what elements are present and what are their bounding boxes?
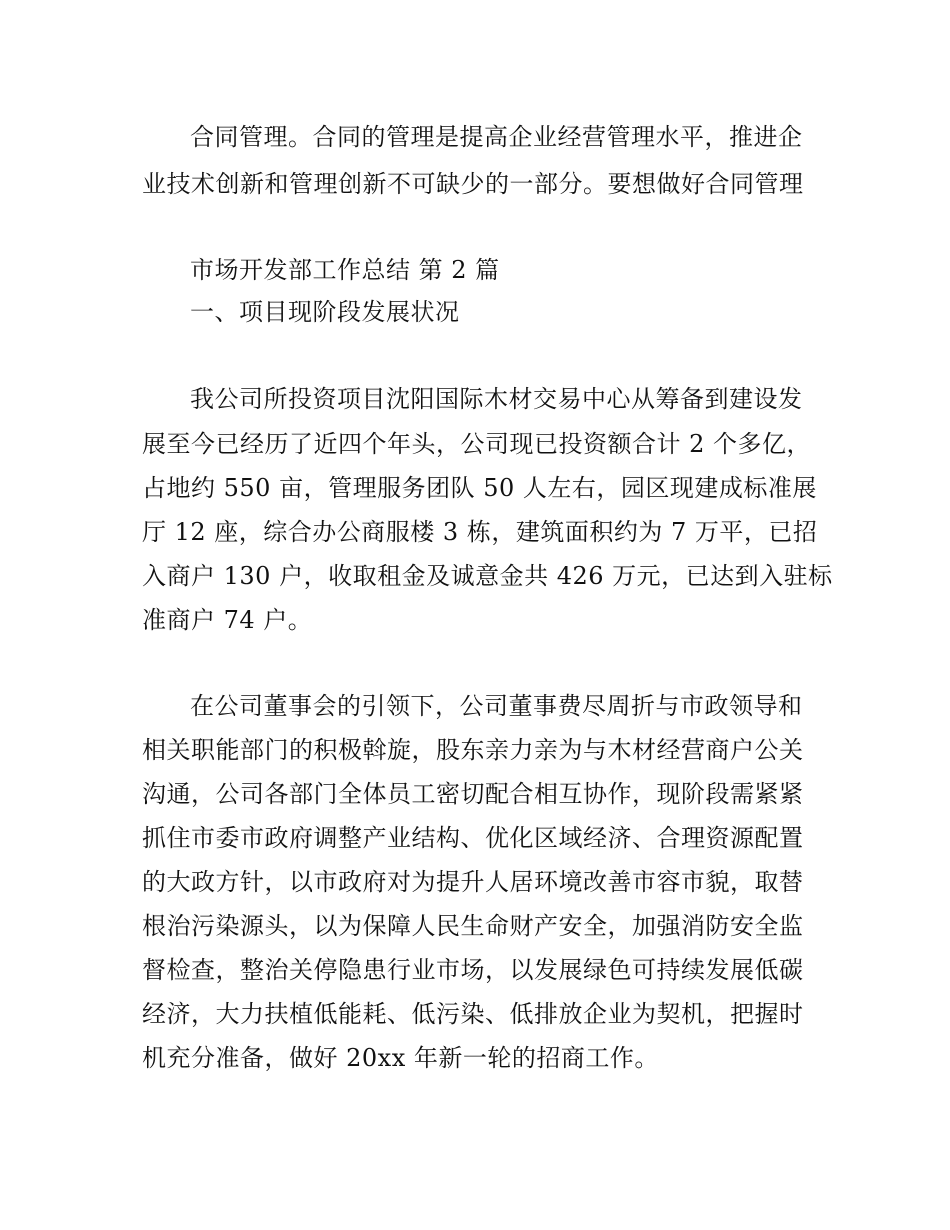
paragraph-2-line-2: 展至今已经历了近四个年头，公司现已投资额合计 2 个多亿， <box>142 430 812 458</box>
paragraph-3-line-4: 抓住市委市政府调整产业结构、优化区域经济、合理资源配置 <box>142 824 804 852</box>
paragraph-3-line-1: 在公司董事会的引领下，公司董事费尽周折与市政领导和 <box>190 692 803 720</box>
paragraph-2-line-6: 准商户 74 户。 <box>142 606 313 634</box>
paragraph-3-line-3: 沟通，公司各部门全体员工密切配合相互协作，现阶段需紧紧 <box>142 780 804 808</box>
paragraph-1-line-1: 合同管理。合同的管理是提高企业经营管理水平，推进企 <box>190 123 803 151</box>
paragraph-3-line-5: 的大政方针，以市政府对为提升人居环境改善市容市貌，取替 <box>142 868 804 896</box>
paragraph-3-line-7: 督检查，整治关停隐患行业市场，以发展绿色可持续发展低碳 <box>142 956 804 984</box>
paragraph-2-line-4: 厅 12 座，综合办公商服楼 3 栋，建筑面积约为 7 万平，已招 <box>142 518 818 546</box>
paragraph-2-line-3: 占地约 550 亩，管理服务团队 50 人左右，园区现建成标准展 <box>142 474 817 502</box>
paragraph-3-line-8: 经济，大力扶植低能耗、低污染、低排放企业为契机，把握时 <box>142 1000 804 1028</box>
paragraph-3-line-2: 相关职能部门的积极斡旋，股东亲力亲为与木材经营商户公关 <box>142 736 804 764</box>
section-title: 市场开发部工作总结 第 2 篇 <box>190 256 500 284</box>
subsection-title: 一、项目现阶段发展状况 <box>190 298 460 326</box>
paragraph-1-line-2: 业技术创新和管理创新不可缺少的一部分。要想做好合同管理 <box>142 170 804 198</box>
paragraph-3-line-9: 机充分准备，做好 20xx 年新一轮的招商工作。 <box>142 1044 659 1072</box>
paragraph-2-line-5: 入商户 130 户，收取租金及诚意金共 426 万元，已达到入驻标 <box>142 562 833 590</box>
paragraph-2-line-1: 我公司所投资项目沈阳国际木材交易中心从筹备到建设发 <box>190 385 803 413</box>
paragraph-3-line-6: 根治污染源头，以为保障人民生命财产安全，加强消防安全监 <box>142 912 804 940</box>
